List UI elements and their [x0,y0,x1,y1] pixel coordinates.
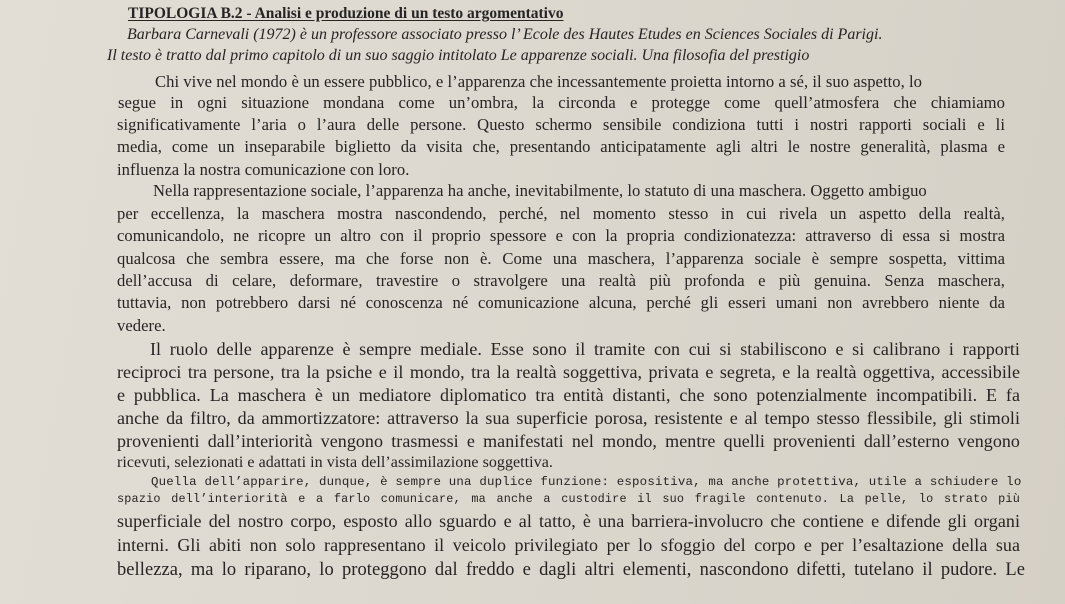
text-line-7: per eccellenza, la maschera mostra nascondendo, perché, nel momento stesso in cui rivela un aspetto della realtà, [117,204,1005,223]
text-line-8: comunicandolo, ne ricopre un altro con il proprio spessore e con la propria condizionatezza: attraverso di essa si mostra [117,226,1005,245]
text-line-20: spazio dell’interiorità e a farlo comunicare, ma anche a custodire il suo fragile contenuto. La pelle, lo strato più [117,492,1020,506]
text-line-21: superficiale del nostro corpo, esposto allo sguardo e al tatto, è una barriera-involucro che contiene e difende gli organi [117,511,1020,531]
text-line-19: Quella dell’apparire, dunque, è sempre una duplice funzione: espositiva, ma anche protettiva, utile a schiudere lo [151,475,1022,489]
text-line-12: vedere. [117,316,166,335]
text-line-16: anche da filtro, da ammortizzatore: attraverso la sua superficie porosa, resistente e al tempo stesso flessibile, gli stimoli [117,408,1020,428]
text-line-4: media, come un inseparabile biglietto da visita che, presentando anticipatamente agli altri le nostre generalità, plasma e [117,137,1005,156]
text-line-14: reciproci tra persone, tra la psiche e il mondo, tra la realtà soggettiva, privata e segreta, e la realtà oggettiva, accessibile [117,362,1020,382]
text-line-22: interni. Gli abiti non solo rappresentano il veicolo privilegiato per lo sfoggio del corpo e per l’esaltazione della sua [117,535,1020,555]
text-line-5: influenza la nostra comunicazione con loro. [117,160,410,179]
text-line-1: Chi vive nel mondo è un essere pubblico, e l’apparenza che incessantemente proietta intorno a sé, il suo aspetto, lo [155,72,923,91]
intro-line-2: Il testo è tratto dal primo capitolo di un suo saggio intitolato Le apparenze sociali. Una filosofia del prestigio [107,47,810,64]
text-line-18: ricevuti, selezionati e adattati in vista dell’assimilazione soggettiva. [117,454,553,471]
text-line-2: segue in ogni situazione mondana come un’ombra, la circonda e protegge come quell’atmosfera che chiamiamo [118,93,1005,112]
text-line-23: bellezza, ma lo riparano, lo proteggono dal freddo e dagli altri elementi, nascondono difetti, tutelano il pudore. Le [117,560,1025,580]
document-title: TIPOLOGIA B.2 - Analisi e produzione di un testo argomentativo [128,5,564,22]
text-line-10: dell’accusa di celare, deformare, travestire o stravolgere una realtà più profonda e più genuina. Senza maschera, [117,271,1005,290]
intro-line-1: Barbara Carnevali (1972) è un professore associato presso l’ Ecole des Hautes Etudes en Sciences Sociales di Parigi. [127,26,883,43]
text-line-11: tuttavia, non potrebbero darsi né conoscenza né comunicazione alcuna, perché gli esseri umani non avrebbero niente da [117,293,1005,312]
text-line-6: Nella rappresentazione sociale, l’apparenza ha anche, inevitabilmente, lo statuto di una maschera. Oggetto ambiguo [153,181,927,200]
text-line-9: qualcosa che sembra essere, ma che forse non è. Come una maschera, l’apparenza sociale è sempre sospetta, vittima [117,249,1005,268]
text-line-15: e pubblica. La maschera è un mediatore diplomatico tra entità distanti, che sono potenzialmente incompatibili. E fa [117,385,1020,405]
text-line-3: significativamente l’aria o l’aura delle persone. Questo schermo sensibile condiziona tutti i nostri rapporti sociali e li [117,115,1005,134]
text-line-13: Il ruolo delle apparenze è sempre mediale. Esse sono il tramite con cui si stabiliscono e si calibrano i rapporti [150,339,1020,359]
text-line-17: provenienti dall’interiorità vengono trasmessi e manifestati nel mondo, mentre quelli provenienti dall’esterno vengono [117,431,1020,451]
